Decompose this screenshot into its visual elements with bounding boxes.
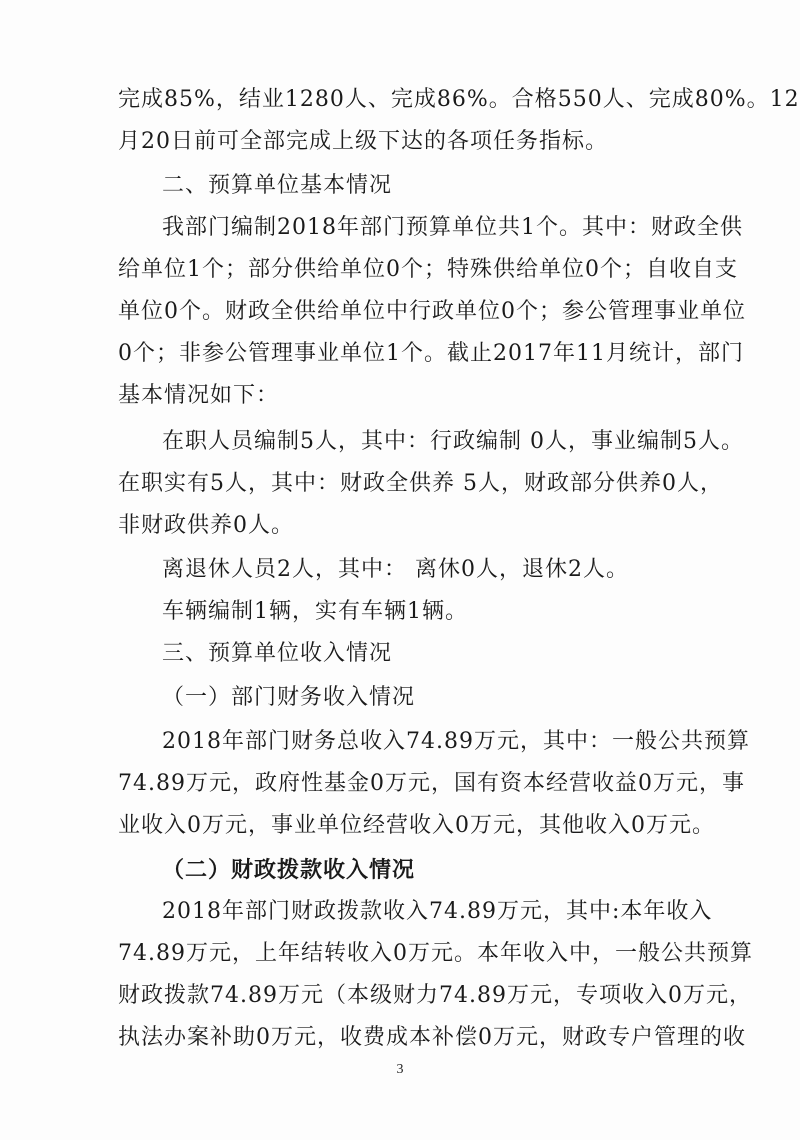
text-line: 0个；非参公管理事业单位1个。截止2017年11月统计，部门 — [118, 341, 744, 366]
text-line: 在职人员编制5人，其中：行政编制 0人，事业编制5人。 — [162, 429, 744, 454]
text-line: 完成85%，结业1280人、完成86%。合格550人、完成80%。12 — [118, 87, 800, 112]
text-line: 离退休人员2人，其中： 离休0人，退休2人。 — [162, 557, 629, 582]
text-line: 财政拨款74.89万元（本级财力74.89万元，专项收入0万元， — [118, 983, 752, 1008]
text-line: 在职实有5人，其中：财政全供养 5人，财政部分供养0人， — [118, 471, 723, 496]
subsection-heading: （一）部门财务收入情况 — [162, 685, 416, 710]
section-heading: 二、预算单位基本情况 — [162, 173, 393, 198]
section-heading: 三、预算单位收入情况 — [162, 641, 393, 666]
text-line: 月20日前可全部完成上级下达的各项任务指标。 — [118, 129, 608, 154]
text-line: 基本情况如下： — [118, 383, 280, 408]
text-line: 执法办案补助0万元，收费成本补偿0万元，财政专户管理的收 — [118, 1025, 746, 1050]
page-number: 3 — [396, 1062, 404, 1077]
subsection-heading: （二）财政拨款收入情况 — [162, 857, 416, 883]
text-line: 74.89万元，政府性基金0万元，国有资本经营收益0万元，事 — [118, 771, 745, 796]
text-line: 车辆编制1辆，实有车辆1辆。 — [162, 599, 468, 624]
text-line: 业收入0万元，事业单位经营收入0万元，其他收入0万元。 — [118, 813, 715, 838]
text-line: 2018年部门财务总收入74.89万元，其中：一般公共预算 — [162, 729, 750, 754]
text-line: 我部门编制2018年部门预算单位共1个。其中：财政全供 — [162, 215, 743, 240]
text-line: 非财政供养0人。 — [118, 513, 294, 538]
text-line: 单位0个。财政全供给单位中行政单位0个；参公管理事业单位 — [118, 299, 746, 324]
text-line: 给单位1个；部分供给单位0个；特殊供给单位0个；自收自支 — [118, 257, 738, 282]
text-line: 2018年部门财政拨款收入74.89万元，其中:本年收入 — [162, 899, 713, 924]
text-line: 74.89万元，上年结转收入0万元。本年收入中，一般公共预算 — [118, 941, 753, 966]
